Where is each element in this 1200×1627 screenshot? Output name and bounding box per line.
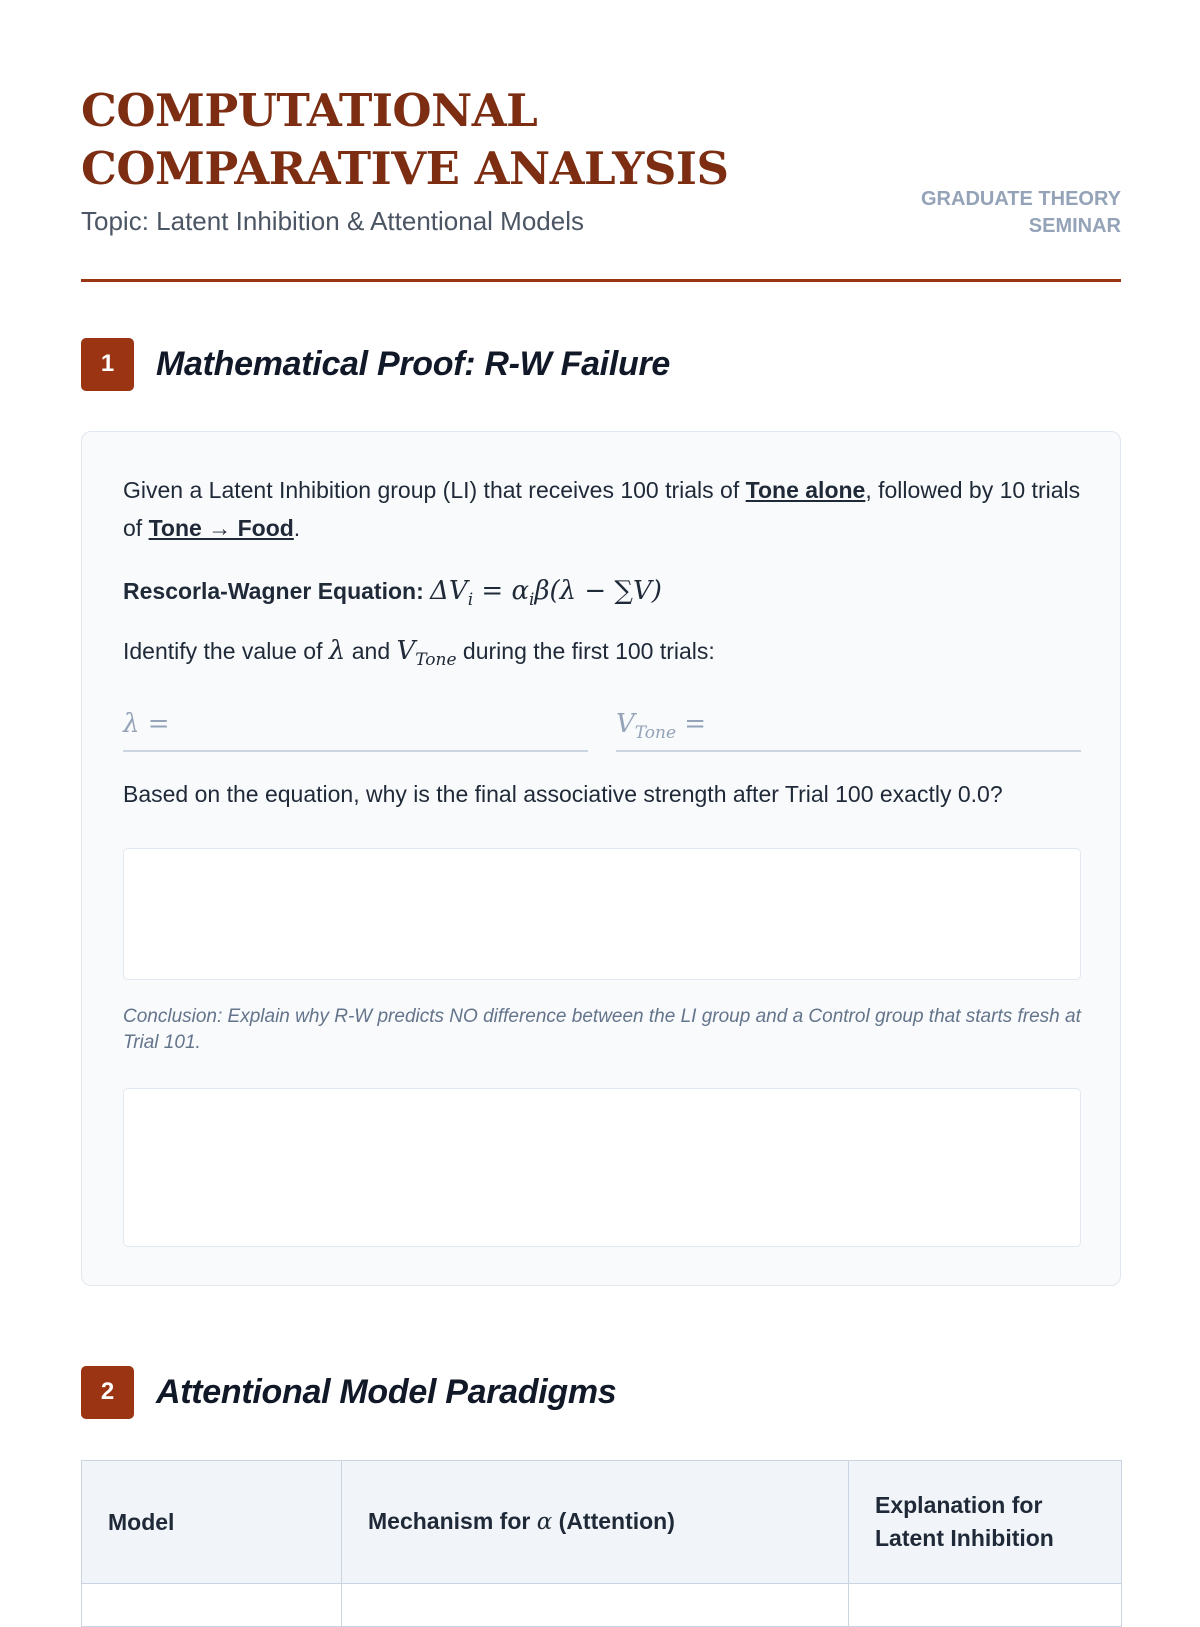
lambda-input[interactable]: λ = [123, 702, 588, 752]
intro-text-3: . [293, 515, 301, 541]
problem-intro [123, 471, 1081, 547]
table-cell[interactable] [849, 1584, 1122, 1627]
table-row [82, 1584, 1122, 1627]
page-subtitle: Topic: Latent Inhibition & Attentional Models [81, 206, 584, 236]
intro-tone-alone: Tone alone [745, 477, 866, 503]
identify-text-1: Identify the value of [123, 638, 329, 664]
header-divider [81, 279, 1121, 282]
intro-text-2: , followed by 10 trials of [123, 477, 1081, 541]
section-2-title: Attentional Model Paradigms [156, 1372, 617, 1411]
equation-label: Rescorla-Wagner Equation: [123, 578, 424, 604]
column-header-explanation: Explanation for Latent Inhibition [849, 1461, 1122, 1584]
table-cell[interactable] [342, 1584, 849, 1627]
section-1-card [81, 431, 1121, 1286]
identify-text-2: during the first 100 trials: [456, 638, 715, 664]
conclusion-answer-box[interactable] [123, 1088, 1081, 1247]
column-header-mechanism: Mechanism for α (Attention) [342, 1461, 849, 1584]
identify-lambda: λ [328, 636, 346, 666]
section-1-title: Mathematical Proof: R-W Failure [156, 344, 670, 383]
table-header-row [82, 1461, 1122, 1584]
page-header [81, 82, 1121, 282]
seminar-label-line1: GRADUATE THEORY [921, 188, 1121, 210]
seminar-label [901, 186, 1121, 240]
attentional-models-table [81, 1460, 1122, 1627]
question-text: Based on the equation, why is the final associative strength after Trial 100 exactly 0.0? [123, 781, 1003, 807]
rw-equation: $\Delta V_i = \alpha_i\beta(\lambda - \sum V)$ [430, 576, 662, 611]
column-header-model: Model [82, 1461, 342, 1584]
intro-tone-food: Tone → Food [148, 515, 294, 541]
conclusion-prompt: Conclusion: Explain why R-W predicts NO difference between the LI group and a Control group that starts fresh at Trial 101. [123, 1006, 1081, 1053]
page-title: COMPUTATIONAL COMPARATIVE ANALYSIS [81, 84, 729, 195]
identify-v: $V_{Tone}$ [396, 636, 457, 671]
section-2-heading [81, 1365, 616, 1419]
table-cell[interactable] [82, 1584, 342, 1627]
equation-line [123, 572, 1081, 619]
identify-text-and: and [345, 638, 397, 664]
section-1-heading [81, 337, 670, 391]
question-answer-box[interactable] [123, 848, 1081, 980]
vtone-input[interactable]: $V_{Tone}$ = [616, 702, 1081, 752]
value-fields [123, 702, 1081, 752]
identify-prompt [123, 632, 1081, 679]
section-2-number-badge: 2 [81, 1366, 134, 1419]
seminar-label-line2: SEMINAR [1028, 215, 1121, 237]
section-1-number-badge: 1 [81, 338, 134, 391]
intro-text-1: Given a Latent Inhibition group (LI) that receives 100 trials of [123, 477, 746, 503]
